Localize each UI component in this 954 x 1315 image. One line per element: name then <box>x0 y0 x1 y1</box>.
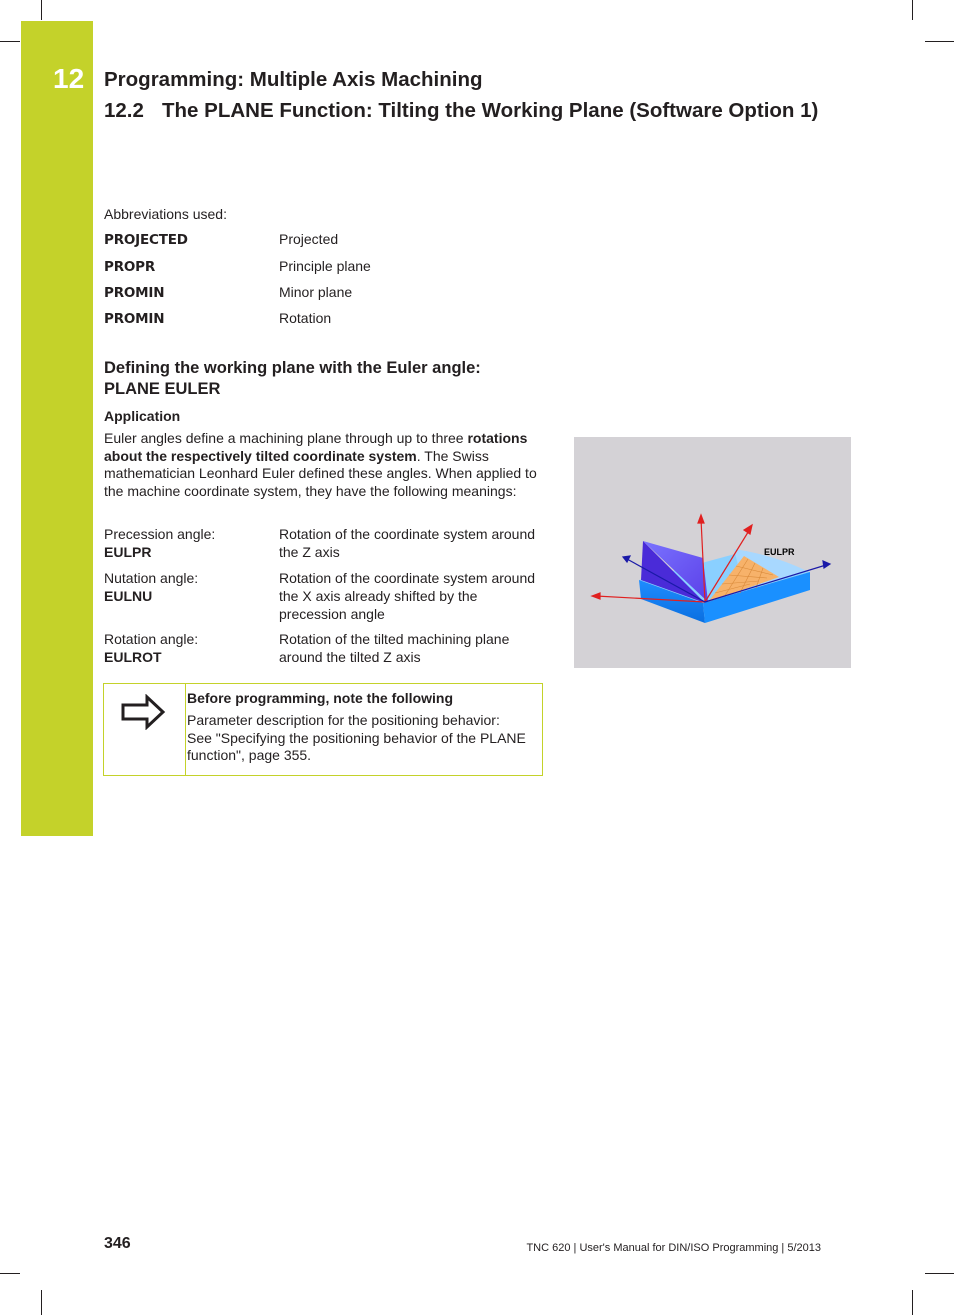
definition-label <box>104 569 274 605</box>
abbr-code: PROJECTED <box>104 232 188 248</box>
chapter-title: Programming: Multiple Axis Machining <box>104 68 483 91</box>
note-divider <box>185 684 186 775</box>
subheading-application: Application <box>104 408 181 424</box>
abbr-desc: Projected <box>279 231 339 247</box>
definition-label <box>104 630 274 666</box>
crop-mark <box>0 41 20 42</box>
section-heading-line1: Defining the working plane with the Euler angle: <box>104 359 481 377</box>
para-text: Euler angles define a machining plane through up to three <box>104 430 468 446</box>
definition-label-text: Nutation angle: <box>104 570 199 586</box>
crop-mark <box>925 1273 954 1274</box>
crop-mark <box>912 1290 913 1315</box>
note-title: Before programming, note the following <box>187 690 453 706</box>
section-title-text: The PLANE Function: Tilting the Working Plane (Software Option 1) <box>162 99 819 122</box>
definition-code: EULPR <box>104 544 152 560</box>
crop-mark <box>0 1273 20 1274</box>
crop-mark <box>41 1290 42 1315</box>
abbr-code: PROPR <box>104 259 156 275</box>
definition-label <box>104 525 274 561</box>
eulpr-label: EULPR <box>764 547 795 557</box>
definition-label-text: Rotation angle: <box>104 631 199 647</box>
application-paragraph <box>104 430 542 500</box>
section-number: 12.2 <box>104 99 144 122</box>
note-box <box>103 683 543 776</box>
abbr-desc: Minor plane <box>279 284 353 300</box>
crop-mark <box>912 0 913 20</box>
section-title <box>104 99 818 123</box>
euler-diagram <box>574 437 851 668</box>
definition-desc: Rotation of the coordinate system around the X axis already shifted by the precession angle <box>279 570 536 622</box>
crop-mark <box>41 0 42 20</box>
definition-desc: Rotation of the coordinate system around the Z axis <box>279 526 536 560</box>
para-bold-text: rotations about the respectively tilted coordinate system <box>104 430 528 464</box>
abbr-code: PROMIN <box>104 285 165 301</box>
note-body: Parameter description for the positioning behavior: See "Specifying the positioning behavior of the PLANE function", page 355. <box>187 712 526 763</box>
abbreviations-intro: Abbreviations used: <box>104 206 227 222</box>
section-heading <box>104 358 544 400</box>
definition-code: EULROT <box>104 649 162 665</box>
abbr-desc: Rotation <box>279 310 332 326</box>
chapter-number: 12 <box>53 63 85 94</box>
abbr-code: PROMIN <box>104 311 165 327</box>
euler-angle-figure <box>574 437 851 668</box>
definition-desc: Rotation of the tilted machining plane around the tilted Z axis <box>279 631 510 665</box>
section-heading-line2: PLANE EULER <box>104 380 221 398</box>
para-text: . The Swiss mathematician Leonhard Euler defined these angles. When applied to the machine coordinate system, they have the following meanings: <box>104 447 537 499</box>
crop-mark <box>925 41 954 42</box>
abbr-desc: Principle plane <box>279 258 371 274</box>
right-arrow-icon <box>120 694 166 730</box>
chapter-sidebar <box>21 21 93 836</box>
definition-label-text: Precession angle: <box>104 526 216 542</box>
footer-text: TNC 620 | User's Manual for DIN/ISO Programming | 5/2013 <box>526 1242 821 1254</box>
page-number: 346 <box>104 1235 131 1252</box>
definition-code: EULNU <box>104 588 153 604</box>
